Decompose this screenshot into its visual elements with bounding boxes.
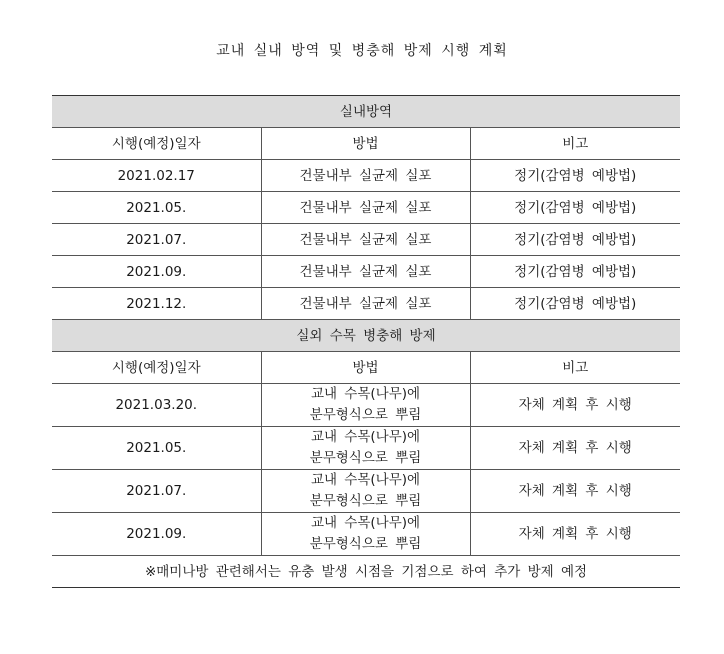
method-line: 교내 수목(나무)에	[310, 429, 421, 445]
date-cell: 2021.05.	[52, 192, 261, 224]
note-cell: 정기(감염병 예방법)	[470, 160, 680, 192]
document-title: 교내 실내 방역 및 병충해 방제 시행 계획	[216, 43, 508, 59]
method-cell	[261, 427, 470, 470]
table-row	[52, 224, 680, 256]
plan-table	[52, 95, 680, 588]
method-line: 분무형식으로 뿌림	[309, 536, 422, 552]
method-line: 분무형식으로 뿌림	[309, 493, 422, 509]
method-cell: 건물내부 실균제 실포	[261, 160, 470, 192]
column-header-row	[52, 352, 680, 384]
table-row	[52, 192, 680, 224]
method-cell	[261, 513, 470, 556]
column-header-note: 비고	[470, 352, 680, 384]
table-row	[52, 256, 680, 288]
section-heading-row	[52, 96, 680, 128]
method-cell: 건물내부 실균제 실포	[261, 192, 470, 224]
method-cell: 건물내부 실균제 실포	[261, 256, 470, 288]
date-cell: 2021.09.	[52, 513, 261, 556]
column-header-method: 방법	[261, 128, 470, 160]
method-cell: 건물내부 실균제 실포	[261, 288, 470, 320]
column-header-date: 시행(예정)일자	[52, 128, 261, 160]
column-header-method: 방법	[261, 352, 470, 384]
method-cell	[261, 384, 470, 427]
method-line: 분무형식으로 뿌림	[309, 450, 422, 466]
footnote-row	[52, 556, 680, 588]
table-row	[52, 470, 680, 513]
date-cell: 2021.09.	[52, 256, 261, 288]
note-cell: 자체 계획 후 시행	[470, 470, 680, 513]
section-heading-row	[52, 320, 680, 352]
table-row	[52, 427, 680, 470]
column-header-date: 시행(예정)일자	[52, 352, 261, 384]
method-cell: 건물내부 실균제 실포	[261, 224, 470, 256]
date-cell: 2021.03.20.	[52, 384, 261, 427]
date-cell: 2021.02.17	[52, 160, 261, 192]
date-cell: 2021.07.	[52, 470, 261, 513]
section-heading-indoor: 실내방역	[52, 96, 680, 128]
note-cell: 자체 계획 후 시행	[470, 513, 680, 556]
column-header-note: 비고	[470, 128, 680, 160]
note-cell: 정기(감염병 예방법)	[470, 288, 680, 320]
method-line: 교내 수목(나무)에	[310, 386, 421, 402]
section-heading-outdoor: 실외 수목 병충해 방제	[52, 320, 680, 352]
note-cell: 자체 계획 후 시행	[470, 427, 680, 470]
method-cell	[261, 470, 470, 513]
date-cell: 2021.05.	[52, 427, 261, 470]
date-cell: 2021.07.	[52, 224, 261, 256]
table-row	[52, 384, 680, 427]
method-line: 교내 수목(나무)에	[310, 515, 421, 531]
table-row	[52, 288, 680, 320]
note-cell: 정기(감염병 예방법)	[470, 256, 680, 288]
table-row	[52, 160, 680, 192]
table-row	[52, 513, 680, 556]
column-header-row	[52, 128, 680, 160]
method-line: 교내 수목(나무)에	[310, 472, 421, 488]
note-cell: 자체 계획 후 시행	[470, 384, 680, 427]
method-line: 분무형식으로 뿌림	[309, 407, 422, 423]
note-cell: 정기(감염병 예방법)	[470, 224, 680, 256]
note-cell: 정기(감염병 예방법)	[470, 192, 680, 224]
footnote: ※매미나방 관련해서는 유충 발생 시점을 기점으로 하여 추가 방제 예정	[52, 556, 680, 588]
date-cell: 2021.12.	[52, 288, 261, 320]
